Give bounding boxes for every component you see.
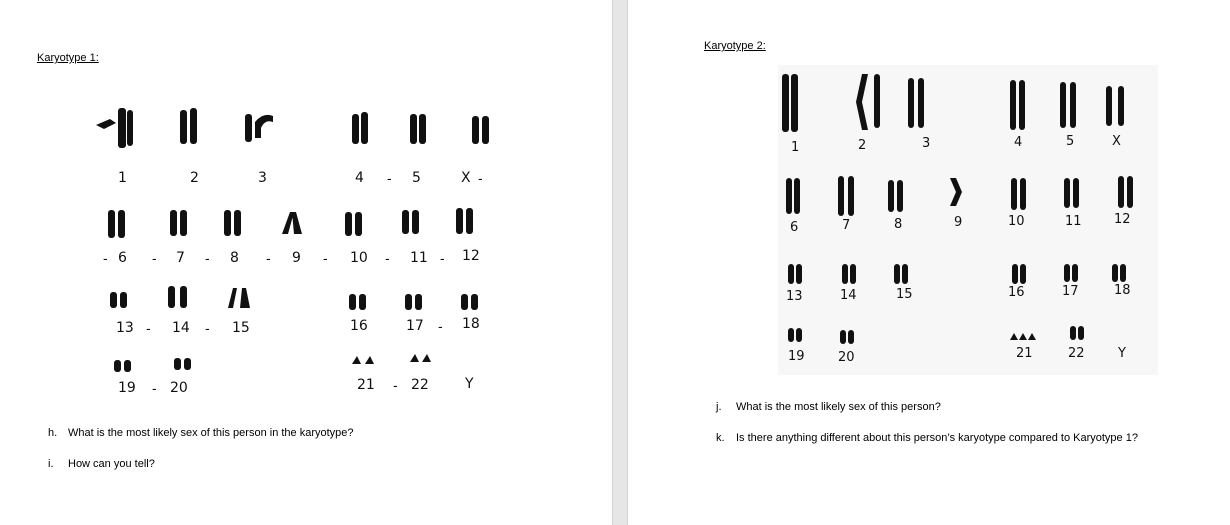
worksheet-page-left [0,0,612,525]
chromosome-label-x: X [461,170,471,186]
chromosome-label-22: 22 [1068,346,1085,361]
chromosome-label-8: 8 [230,250,239,266]
chromosome-pair-2 [180,108,197,144]
separator-dash: - [205,320,210,336]
chromosome-label-4: 4 [1014,135,1023,150]
worksheet-page-right [628,0,1230,525]
chromosome-label-20: 20 [170,380,188,396]
question-k [716,432,1138,444]
chromosome-label-14: 14 [840,288,857,303]
separator-dash: - [266,250,271,266]
chromosome-label-6: 6 [118,250,127,266]
chromosome-label-11: 11 [1065,214,1082,229]
karyotype-2-title: Karyotype 2: [704,40,766,52]
chromosome-label-13: 13 [116,320,134,336]
chromosome-label-18: 18 [1114,283,1131,298]
chromosome-pair-1 [96,108,133,148]
chromosome-label-19: 19 [788,349,805,364]
question-marker: j. [716,401,722,413]
chromosome-label-12: 12 [1114,212,1131,227]
question-text: What is the most likely sex of this person in the karyotype? [68,427,354,439]
chromosome-label-4: 4 [355,170,364,186]
chromosome-label-3: 3 [258,170,267,186]
chromosome-pair-5 [410,114,426,144]
separator-dash: - [478,170,483,186]
chromosome-label-1: 1 [791,140,800,155]
chromosome-label-19: 19 [118,380,136,396]
question-marker: h. [48,427,58,439]
chromosome-label-10: 10 [1008,214,1025,229]
chromosome-label-7: 7 [176,250,185,266]
question-text: How can you tell? [68,458,155,470]
chromosome-label-9: 9 [954,215,963,230]
chromosome-label-6: 6 [790,220,799,235]
chromosome-label-y: Y [1118,346,1126,361]
chromosome-pair-4 [352,112,368,144]
karyotype-1-image [0,0,612,525]
question-marker: i. [48,458,54,470]
separator-dash: - [152,250,157,266]
separator-dash: - [152,380,157,396]
chromosome-label-y: Y [465,376,474,392]
chromosome-label-17: 17 [406,318,424,334]
question-text: Is there anything different about this person’s karyotype compared to Karyotype 1? [736,432,1138,444]
chromosome-label-16: 16 [1008,285,1025,300]
chromosome-label-2: 2 [190,170,199,186]
separator-dash: - [146,320,151,336]
chromosome-label-15: 15 [232,320,250,336]
separator-dash: - [323,250,328,266]
chromosome-label-5: 5 [412,170,421,186]
chromosome-label-5: 5 [1066,134,1075,149]
separator-dash: - [440,250,445,266]
question-i [48,458,155,470]
chromosome-label-10: 10 [350,250,368,266]
separator-dash: - [438,318,443,334]
question-j [716,401,941,413]
question-h [48,427,354,439]
page-gutter [612,0,628,525]
chromosome-label-x: X [1112,134,1121,149]
chromosome-pair-x [472,116,489,144]
chromosome-label-9: 9 [292,250,301,266]
chromosome-label-3: 3 [922,136,931,151]
chromosome-label-22: 22 [411,377,429,393]
separator-dash: - [393,377,398,393]
question-text: What is the most likely sex of this person? [736,401,941,413]
chromosome-label-21: 21 [357,377,375,393]
chromosome-label-8: 8 [894,217,903,232]
separator-dash: - [387,170,392,186]
chromosome-label-15: 15 [896,287,913,302]
chromosome-label-16: 16 [350,318,368,334]
question-marker: k. [716,432,725,444]
karyotype-2-image [628,0,1230,525]
chromosome-pair-3 [245,114,273,142]
chromosome-label-7: 7 [842,218,851,233]
chromosome-label-1: 1 [118,170,127,186]
chromosome-label-11: 11 [410,250,428,266]
chromosome-label-2: 2 [858,138,867,153]
chromosome-label-20: 20 [838,350,855,365]
chromosome-label-18: 18 [462,316,480,332]
separator-dash: - [103,250,108,266]
chromosome-label-17: 17 [1062,284,1079,299]
chromosome-label-12: 12 [462,248,480,264]
chromosome-label-13: 13 [786,289,803,304]
separator-dash: - [385,250,390,266]
karyotype-1-title: Karyotype 1: [37,52,99,64]
chromosome-label-14: 14 [172,320,190,336]
chromosome-label-21: 21 [1016,346,1033,361]
separator-dash: - [205,250,210,266]
